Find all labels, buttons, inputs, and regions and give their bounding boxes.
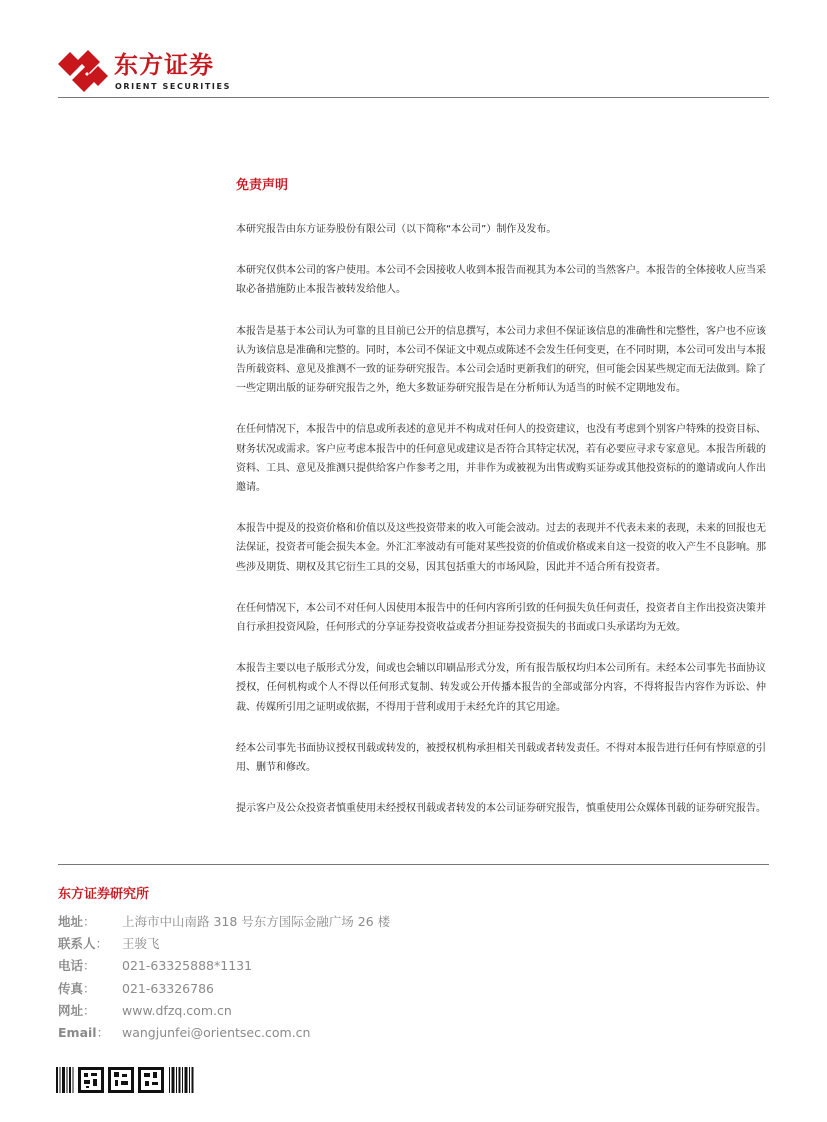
disclaimer-paragraph: 经本公司事先书面协议授权刊载或转发的，被授权机构承担相关刊载或者转发责任。不得对本报告进行任何有悖原意的引用、删节和修改。 — [236, 742, 766, 774]
header-divider — [58, 97, 769, 98]
disclaimer-paragraph: 本报告主要以电子版形式分发，间或也会辅以印刷品形式分发，所有报告版权均归本公司所有。未经本公司事先书面协议授权，任何机构或个人不得以任何形式复制、转发或公开传播本报告的全部或部分内容，不得将报告内容作为诉讼、仲裁、传媒所引用之证明或依据，不得用于营利或用于未经允许的其它用途。 — [236, 663, 766, 713]
disclaimer-paragraph: 提示客户及公众投资者慎重使用未经授权刊载或者转发的本公司证券研究报告，慎重使用公众媒体刊载的证券研究报告。 — [236, 803, 766, 815]
contact-label: 传真： — [58, 980, 96, 996]
disclaimer-paragraph: 本报告中提及的投资价格和价值以及这些投资带来的收入可能会波动。过去的表现并不代表未来的表现，未来的回报也无法保证，投资者可能会损失本金。外汇汇率波动有可能对某些投资的价值或价格或来自这一投资的收入产生不良影响。那些涉及期货、期权及其它衍生工具的交易，因其包括重大的市场风险，因此并不适合所有投资者。 — [236, 523, 766, 573]
contact-person-value: 王骏飞 — [122, 936, 160, 952]
disclaimer-paragraph: 本研究仅供本公司的客户使用。本公司不会因接收人收到本报告而视其为本公司的当然客户。本报告的全体接收人应当采取必备措施防止本报告被转发给他人。 — [236, 265, 766, 296]
footer-divider — [58, 864, 769, 865]
brand-name-cn: 东方证券 — [114, 51, 214, 79]
disclaimer-body — [236, 220, 766, 840]
brand-name-en: ORIENT SECURITIES — [115, 82, 231, 91]
contact-label: 网址： — [58, 1002, 96, 1018]
disclaimer-paragraph: 在任何情况下，本公司不对任何人因使用本报告中的任何内容所引致的任何损失负任何责任，投资者自主作出投资决策并自行承担投资风险，任何形式的分享证券投资收益或者分担证券投资损失的书面或口头承诺均为无效。 — [236, 602, 766, 634]
address-value: 上海市中山南路 318 号东方国际金融广场 26 楼 — [122, 914, 391, 929]
disclaimer-paragraph: 本研究报告由东方证券股份有限公司（以下简称“本公司”）制作及发布。 — [236, 224, 557, 235]
orient-securities-logo-icon — [58, 50, 108, 92]
phone-value: 021-63325888*1131 — [122, 958, 253, 974]
disclaimer-title: 免责声明 — [236, 178, 289, 193]
contact-label: 电话： — [58, 958, 96, 974]
institute-name: 东方证券研究所 — [58, 887, 150, 902]
qr-barcode-icon — [56, 1067, 202, 1093]
contact-label: 地址： — [58, 914, 96, 929]
email-link[interactable]: wangjunfei@orientsec.com.cn — [122, 1024, 311, 1040]
contact-label: 联系人： — [58, 936, 109, 952]
disclaimer-paragraph: 在任何情况下，本报告中的信息或所表述的意见并不构成对任何人的投资建议，也没有考虑到个别客户特殊的投资目标、财务状况或需求。客户应考虑本报告中的任何意见或建议是否符合其特定状况，若有必要应寻求专家意见。本报告所载的资料、工具、意见及推测只提供给客户作参考之用，并非作为或被视为出售或购买证券或其他投资标的的邀请或向人作出邀请。 — [236, 424, 766, 494]
website-link[interactable]: www.dfzq.com.cn — [122, 1002, 232, 1018]
contact-label: Email： — [58, 1024, 110, 1040]
disclaimer-paragraph: 本报告是基于本公司认为可靠的且目前已公开的信息撰写，本公司力求但不保证该信息的准确性和完整性，客户也不应该认为该信息是准确和完整的。同时，本公司不保证文中观点或陈述不会发生任何变更，在不同时期，本公司可发出与本报告所载资料、意见及推测不一致的证券研究报告。本公司会适时更新我们的研究，但可能会因某些规定而无法做到。除了一些定期出版的证券研究报告之外，绝大多数证券研究报告是在分析师认为适当的时候不定期地发布。 — [236, 325, 766, 395]
fax-value: 021-63326786 — [122, 980, 214, 996]
